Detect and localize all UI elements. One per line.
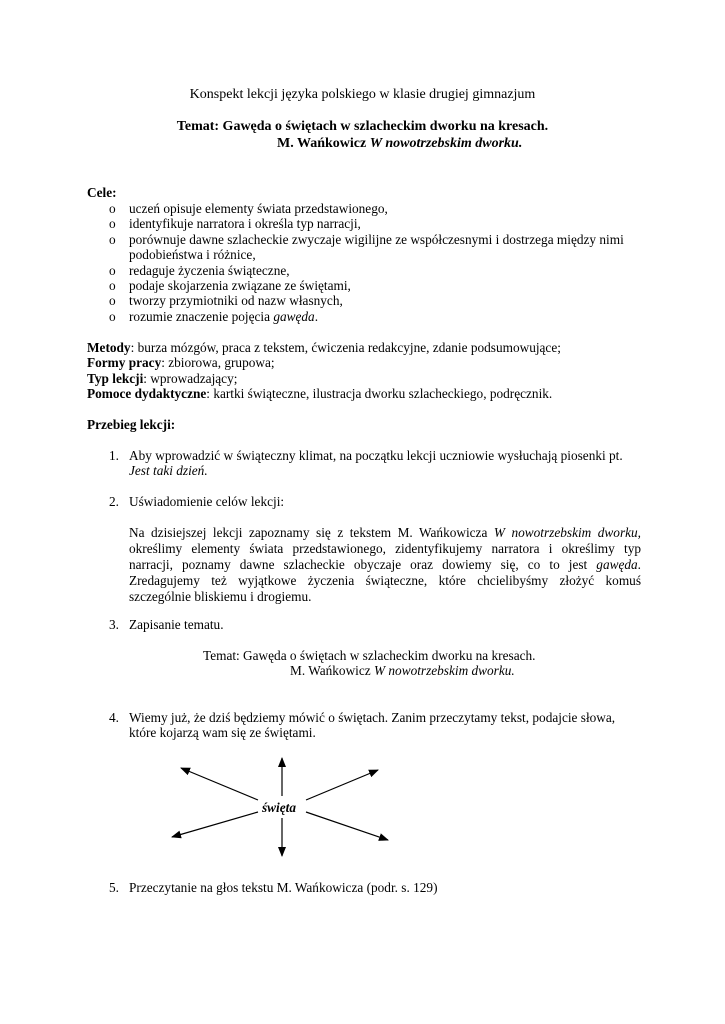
paragraph-line: określimy elementy świata przedstawionego, zidentyfikujemy narratora i określimy typ (129, 541, 641, 556)
lesson-type-text: : wprowadzający; (143, 371, 238, 386)
step-1-text: Aby wprowadzić w świąteczny klimat, na początku lekcji uczniowie wysłuchają piosenki pt. (129, 448, 623, 463)
goal-item: redaguje życzenia świąteczne, (129, 263, 290, 278)
arrow-up-left (181, 768, 258, 800)
paragraph-work-title: W nowotrzebskim dworku, (493, 525, 641, 540)
topic-work: W nowotrzebskim dworku. (369, 136, 523, 151)
diagram-center-label: święta (262, 800, 296, 815)
lesson-flow-heading: Przebieg lekcji: (87, 417, 176, 432)
goal-item: podaje skojarzenia związane ze świętami, (129, 278, 351, 293)
bullet-marker: o (109, 216, 116, 231)
goals-heading: Cele: (87, 185, 117, 200)
methods-label: Metody (87, 340, 131, 355)
step-5-text: Przeczytanie na głos tekstu M. Wańkowicza (podr. s. 129) (129, 880, 438, 895)
lesson-topic: Temat: Gawęda o świętach w szlacheckim dworku na kresach. (176, 119, 549, 134)
paragraph-text: Na dzisiejszej lekcji zapoznamy się z tekstem M. Wańkowicza (129, 525, 494, 540)
bullet-marker: o (109, 278, 116, 293)
bullet-marker: o (109, 263, 116, 278)
document-title: Konspekt lekcji języka polskiego w klasie drugiej gimnazjum (189, 87, 536, 102)
aids-label: Pomoce dydaktyczne (87, 386, 207, 401)
arrow-down-left (172, 812, 258, 837)
goal-item: porównuje dawne szlacheckie zwyczaje wigilijne ze współczesnymi i dostrzega między nimi (129, 232, 624, 247)
forms-text: : zbiorowa, grupowa; (161, 355, 275, 370)
aids-text: : kartki świąteczne, ilustracja dworku szlacheckiego, podręcznik. (206, 386, 553, 401)
paragraph-line: Zredagujemy też wyjątkowe życzenia świąteczne, które chcielibyśmy złożyć komuś (129, 573, 641, 588)
step-4-text-continuation: które kojarzą wam się ze świętami. (129, 725, 316, 740)
bullet-marker: o (109, 309, 116, 324)
arrow-up-right (306, 770, 378, 800)
bullet-marker: o (109, 201, 116, 216)
paragraph-text: narracji, poznamy dawne szlacheckie obyczaje oraz dowiemy się, co to jest (129, 557, 597, 572)
step-3-text: Zapisanie tematu. (129, 617, 224, 632)
topic-author: M. Wańkowicz (277, 136, 370, 151)
goal-item-text: rozumie znaczenie pojęcia (129, 309, 274, 324)
goal-item-term: gawęda (273, 309, 315, 324)
goal-item: identyfikuje narratora i określa typ narracji, (129, 216, 361, 231)
work-title: W nowotrzebskim dworku. (374, 663, 515, 678)
step-4-text: Wiemy już, że dziś będziemy mówić o świętach. Zanim przeczytamy tekst, podajcie słowa, (129, 710, 616, 725)
paragraph-line: szczególnie bliskiemu i drogiemu. (129, 589, 312, 604)
written-topic: Temat: Gawęda o świętach w szlacheckim dworku na kresach. (203, 648, 536, 663)
lesson-type-label: Typ lekcji (87, 371, 144, 386)
goal-item-end: . (314, 309, 319, 324)
step-number: 4. (109, 710, 119, 725)
arrow-down-right (306, 812, 388, 840)
step-number: 5. (109, 880, 119, 895)
methods-text: : burza mózgów, praca z tekstem, ćwiczenia redakcyjne, zdanie podsumowujące; (130, 340, 561, 355)
bullet-marker: o (109, 232, 116, 247)
author-name: M. Wańkowicz (290, 663, 374, 678)
paragraph-term: gawęda (596, 557, 638, 572)
paragraph-text: . (637, 557, 641, 572)
step-number: 1. (109, 448, 119, 463)
song-title: Jest taki dzień. (129, 463, 208, 478)
goal-item: tworzy przymiotniki od nazw własnych, (129, 293, 343, 308)
step-number: 3. (109, 617, 119, 632)
step-number: 2. (109, 494, 119, 509)
step-2-text: Uświadomienie celów lekcji: (129, 494, 285, 509)
goal-item: uczeń opisuje elementy świata przedstawionego, (129, 201, 388, 216)
goal-item-continuation: podobieństwa i różnice, (129, 247, 256, 262)
bullet-marker: o (109, 293, 116, 308)
forms-label: Formy pracy (87, 355, 162, 370)
